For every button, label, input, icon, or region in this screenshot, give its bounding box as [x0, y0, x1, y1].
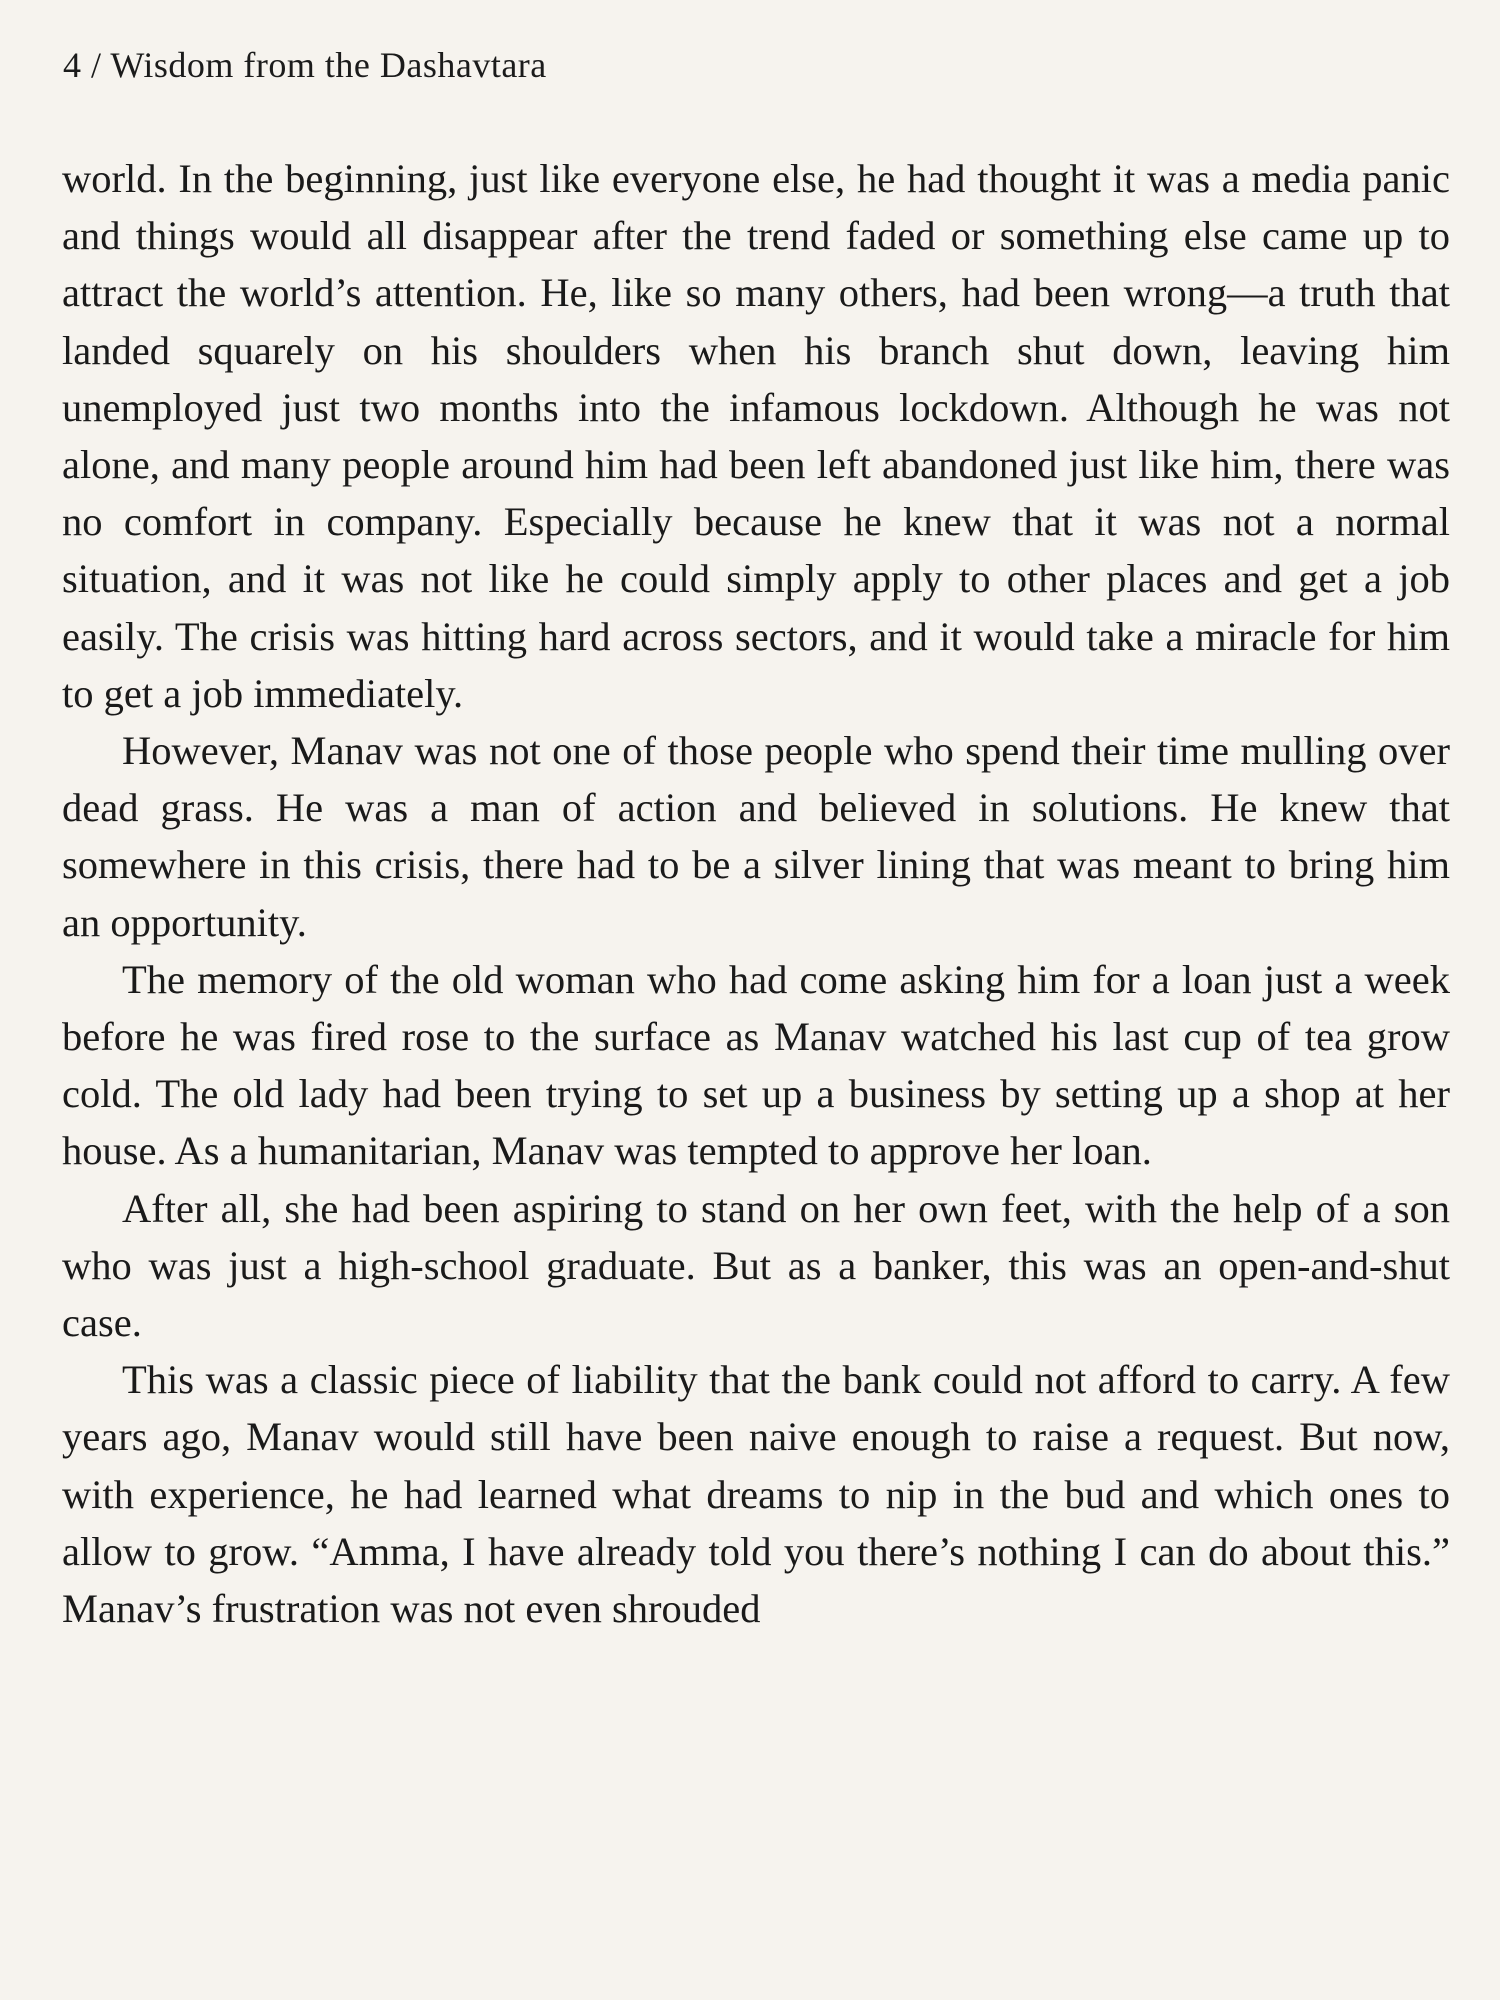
- paragraph: world. In the beginning, just like everyone else, he had thought it was a media panic and things would all disappear after the trend faded or something else came up to attract the world’s attention. He, like so many others, had been wrong—a truth that landed squarely on his shoulders when his branch shut down, leaving him unemployed just two months into the infamous lockdown. Although he was not alone, and many people around him had been left abandoned just like him, there was no comfort in company. Especially because he knew that it was not a normal situation, and it was not like he could simply apply to other places and get a job easily. The crisis was hitting hard across sectors, and it would take a miracle for him to get a job immediately.: [62, 156, 1450, 716]
- running-head: 4 / Wisdom from the Dashavtara: [63, 45, 547, 85]
- paragraph: After all, she had been aspiring to stand on her own feet, with the help of a son who was just a high-school graduate. But as a banker, this was an open-and-shut case.: [62, 1185, 1450, 1346]
- paragraph: The memory of the old woman who had come asking him for a loan just a week before he was fired rose to the surface as Manav watched his last cup of tea grow cold. The old lady had been trying to set up a business by setting up a shop at her house. As a humanitarian, Manav was tempted to approve her loan.: [62, 956, 1450, 1174]
- paragraph: This was a classic piece of liability that the bank could not afford to carry. A few years ago, Manav would still have been naive enough to raise a request. But now, with experience, he had learned what dreams to nip in the bud and which ones to allow to grow. “Amma, I have already told you there’s nothing I can do about this.” Manav’s frustration was not even shrouded: [62, 1357, 1450, 1632]
- body-text: [62, 150, 1450, 1637]
- paragraph: However, Manav was not one of those people who spend their time mulling over dead grass. He was a man of action and believed in solutions. He knew that somewhere in this crisis, there had to be a silver lining that was meant to bring him an opportunity.: [62, 728, 1450, 945]
